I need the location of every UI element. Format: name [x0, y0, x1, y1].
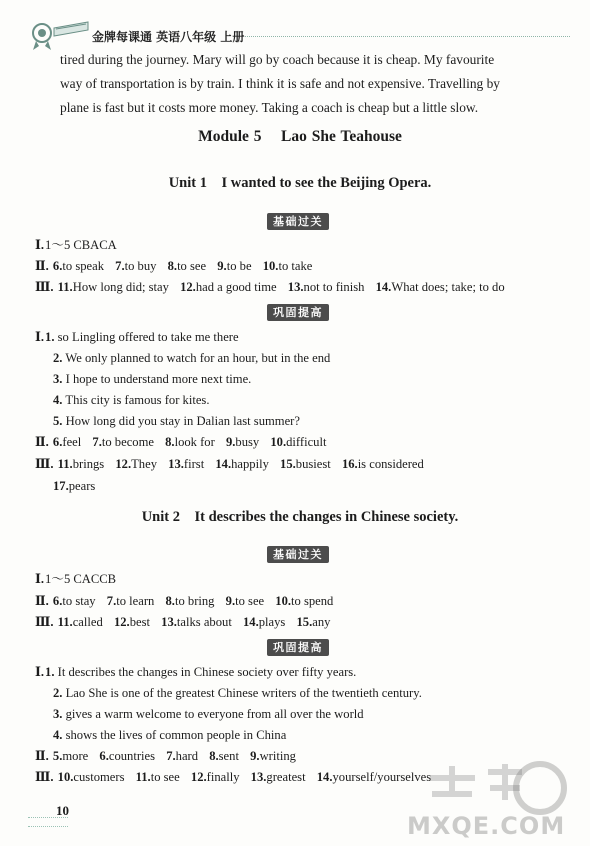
answer-item: 11.brings	[57, 457, 105, 471]
answer-item: 6.to stay	[52, 594, 96, 608]
roman-numeral: Ⅱ.	[35, 594, 49, 608]
roman-numeral: Ⅲ.	[35, 457, 54, 471]
answer-item: 12.finally	[190, 770, 240, 784]
answer-item: 11.to see	[135, 770, 180, 784]
answer-item: 15.any	[296, 615, 331, 629]
unit2-basic-badge: 基础过关	[267, 546, 329, 563]
answer-item: 9.busy	[225, 435, 260, 449]
answer-item: 10.difficult	[270, 435, 327, 449]
roman-numeral: Ⅰ.	[35, 238, 45, 252]
roman-numeral: Ⅲ.	[35, 280, 54, 294]
page-number: 10	[56, 803, 69, 818]
answer-item: 13.talks about	[161, 615, 232, 629]
answer-text: 1～5 CACCB	[45, 572, 117, 586]
answer-item: 13.greatest	[250, 770, 306, 784]
book-title: 金牌每课通 英语八年级 上册	[92, 30, 245, 44]
unit2-basic-part2	[35, 592, 341, 610]
answer-item: 14.What does; take; to do	[375, 280, 505, 294]
answer-item: 12.had a good time	[180, 280, 277, 294]
intro-paragraph	[60, 48, 570, 120]
answer-item: 14.happily	[215, 457, 269, 471]
answer-item: 10.to spend	[275, 594, 334, 608]
answer-item: 8.sent	[209, 749, 239, 763]
answer-item: 7.to learn	[106, 594, 155, 608]
roman-numeral: Ⅱ.	[35, 435, 49, 449]
intro-line: way of transportation is by train. I think it is safe and not expensive. Travelling by	[60, 76, 500, 91]
answer-item: 6.to speak	[52, 259, 104, 273]
answer-item: 9.to be	[217, 259, 252, 273]
answer-item: 13.first	[168, 457, 205, 471]
unit1-basic-badge: 基础过关	[267, 213, 329, 230]
watermark-text: MXQE.COM	[407, 812, 566, 840]
answer-item: 7.to become	[92, 435, 154, 449]
answer-item: 16.is considered	[341, 457, 424, 471]
unit2-improve-part2	[35, 747, 304, 765]
answer-item: 8.to bring	[165, 594, 215, 608]
answer-item: 6.feel	[52, 435, 82, 449]
unit2-title: Unit 2 It describes the changes in Chinese society.	[141, 509, 459, 525]
page-header	[30, 18, 570, 52]
unit1-improve-badge: 巩固提高	[267, 304, 329, 321]
answer-item: 15.busiest	[280, 457, 331, 471]
answer-item: 7.hard	[166, 749, 199, 763]
unit1-title: Unit 1 I wanted to see the Beijing Opera.	[168, 175, 432, 191]
sentence-answer: 4. shows the lives of common people in China	[53, 728, 287, 742]
answer-item: 17.pears	[53, 479, 96, 493]
sentence-answer: 2. We only planned to watch for an hour, but in the end	[53, 351, 331, 365]
roman-numeral: Ⅲ.	[35, 615, 54, 629]
book-logo-icon	[30, 18, 90, 52]
roman-numeral: Ⅰ.	[35, 665, 45, 679]
sentence-answer: 2. Lao She is one of the greatest Chinese writers of the twentieth century.	[53, 686, 422, 700]
roman-numeral: Ⅰ.	[35, 572, 45, 586]
answer-item: 11.How long did; stay	[57, 280, 169, 294]
answer-text: 1～5 CBACA	[45, 238, 117, 252]
module-title: Module 5 Lao She Teahouse	[198, 128, 402, 145]
unit1-basic-part1	[35, 236, 117, 254]
unit1-improve-part3	[35, 455, 432, 473]
roman-numeral: Ⅰ.	[35, 330, 45, 344]
answer-item: 9.writing	[250, 749, 296, 763]
intro-line: plane is fast but it costs more money. Taking a coach is cheap but a little slow.	[60, 100, 479, 115]
answer-item: 7.to buy	[115, 259, 157, 273]
roman-numeral: Ⅱ.	[35, 749, 49, 763]
intro-line: tired during the journey. Mary will go by coach because it is cheap. My favourite	[60, 52, 495, 67]
answer-item: 9.to see	[225, 594, 265, 608]
unit2-improve-badge: 巩固提高	[267, 639, 329, 656]
answer-item: 13.not to finish	[287, 280, 365, 294]
answer-item: 10.to take	[262, 259, 313, 273]
unit2-improve-part1: Ⅰ.1. It describes the changes in Chinese society over fifty years.	[35, 665, 357, 679]
unit1-basic-part3	[35, 278, 513, 296]
unit2-basic-part3	[35, 613, 338, 631]
sentence-answer: 3. I hope to understand more next time.	[53, 372, 252, 386]
answer-item: 10.customers	[57, 770, 125, 784]
sentence-answer: 4. This city is famous for kites.	[53, 393, 210, 407]
roman-numeral: Ⅱ.	[35, 259, 49, 273]
header-divider	[245, 36, 570, 37]
answer-item: 12.best	[113, 615, 150, 629]
answer-item: 14.yourself/yourselves	[316, 770, 432, 784]
unit1-improve-part2	[35, 433, 334, 451]
answer-item: 12.They	[115, 457, 157, 471]
answer-item: 5.more	[52, 749, 89, 763]
roman-numeral: Ⅲ.	[35, 770, 54, 784]
unit1-basic-part2	[35, 257, 320, 275]
unit2-basic-part1	[35, 570, 116, 588]
answer-item: 11.called	[57, 615, 103, 629]
sentence-answer: 5. How long did you stay in Dalian last summer?	[53, 414, 300, 428]
answer-item: 8.to see	[167, 259, 207, 273]
answer-item: 14.plays	[242, 615, 286, 629]
unit1-improve-part1: Ⅰ.1. so Lingling offered to take me there	[35, 330, 239, 344]
answer-item: 8.look for	[165, 435, 215, 449]
sentence-answer: 3. gives a warm welcome to everyone from all over the world	[53, 707, 364, 721]
unit2-improve-part3	[35, 768, 439, 786]
answer-item: 6.countries	[99, 749, 156, 763]
